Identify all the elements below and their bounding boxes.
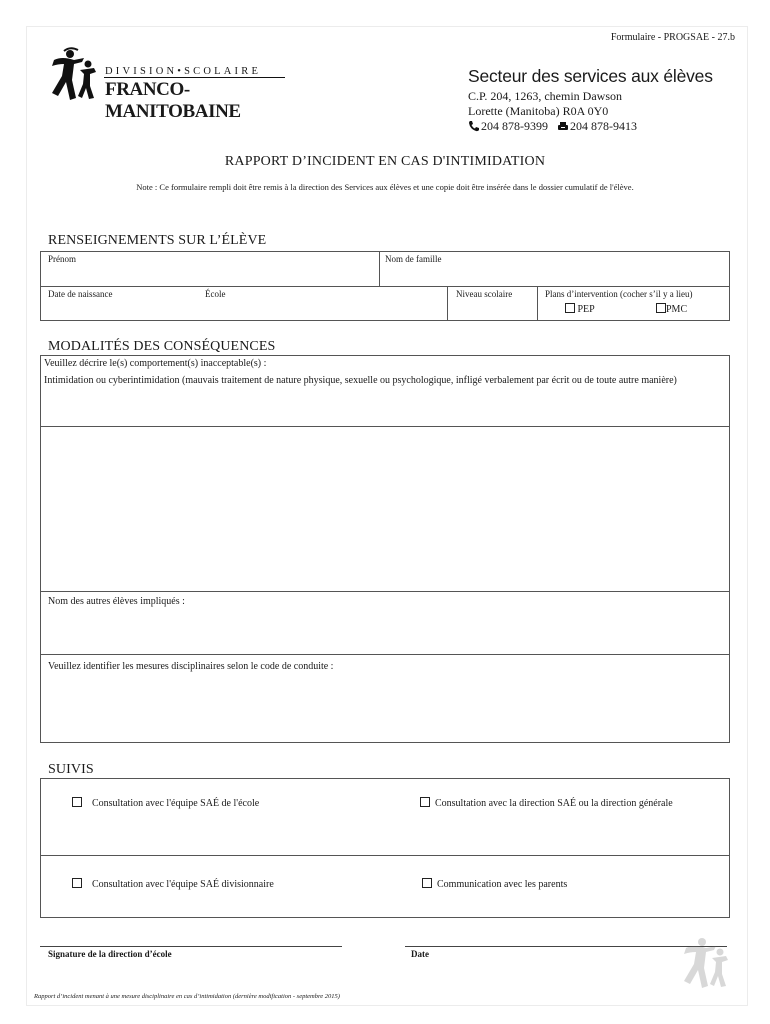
date-label: Date <box>411 949 429 959</box>
followup-checkbox-2[interactable] <box>420 797 430 807</box>
watermark-logo-icon <box>676 934 736 994</box>
consequences-section-title: MODALITÉS DES CONSÉQUENCES <box>48 339 276 354</box>
address-line1: C.P. 204, 1263, chemin Dawson <box>468 89 622 103</box>
student-info-table <box>40 251 730 321</box>
division-logo <box>44 46 294 122</box>
sector-title: Secteur des services aux élèves <box>468 66 713 86</box>
contact-line <box>468 119 637 134</box>
other-students-label: Nom des autres élèves impliqués : <box>48 596 185 607</box>
description-area[interactable] <box>40 426 730 592</box>
first-name-label: Prénom <box>48 254 76 264</box>
logo-name-text: FRANCO-MANITOBAINE <box>105 79 241 122</box>
behavior-description-box[interactable] <box>40 355 730 427</box>
pep-label: PEP <box>577 304 595 315</box>
note-text: Note : Ce formulaire rempli doit être remis à la direction des Services aux élèves et une copie doit être insérée dans le dossier cumulatif de l'élève. <box>136 182 634 192</box>
document-title: RAPPORT D’INCIDENT EN CAS D'INTIMIDATION <box>224 154 546 169</box>
followup-option-4[interactable] <box>422 878 567 891</box>
birth-date-label: Date de naissance <box>48 289 113 299</box>
followup-label-3: Consultation avec l'équipe SAÉ divisionnaire <box>92 879 274 890</box>
pmc-label: PMC <box>666 304 688 315</box>
footer-text: Rapport d’incident menant à une mesure disciplinaire en cas d’intimidation (dernière modification - septembre 2015) <box>34 993 340 1000</box>
describe-detail: Intimidation ou cyberintimidation (mauvais traitement de nature physique, sexuelle ou psychologique, infligé verbalement par écrit ou de toute autre manière) <box>44 375 677 386</box>
fax-icon <box>557 120 569 132</box>
pmc-option[interactable] <box>656 303 687 316</box>
student-section-title: RENSEIGNEMENTS SUR L’ÉLÈVE <box>48 233 267 248</box>
followup-label-1: Consultation avec l'équipe SAÉ de l'école <box>92 798 260 809</box>
followup-label-4: Communication avec les parents <box>437 879 568 890</box>
grade-label: Niveau scolaire <box>456 289 513 299</box>
followup-box <box>40 778 730 918</box>
pep-checkbox[interactable] <box>565 303 575 313</box>
last-name-label: Nom de famille <box>385 254 442 264</box>
phone-number: 204 878-9399 <box>481 119 548 133</box>
plans-label: Plans d’intervention (cocher s’il y a lieu) <box>545 289 693 299</box>
school-label: École <box>205 289 226 299</box>
measures-label: Veuillez identifier les mesures disciplinaires selon le code de conduite : <box>48 661 334 672</box>
pmc-checkbox[interactable] <box>656 303 666 313</box>
followup-section-title: SUIVIS <box>48 762 94 777</box>
disciplinary-measures-box[interactable] <box>40 654 730 743</box>
principal-signature-line[interactable] <box>40 946 342 947</box>
followup-option-1[interactable] <box>72 797 259 810</box>
followup-option-2[interactable] <box>420 797 673 810</box>
describe-label: Veuillez décrire le(s) comportement(s) inacceptable(s) : <box>44 358 267 369</box>
phone-icon <box>468 120 480 132</box>
fax-number: 204 878-9413 <box>570 119 637 133</box>
followup-option-3[interactable] <box>72 878 274 891</box>
followup-checkbox-4[interactable] <box>422 878 432 888</box>
form-id: Formulaire - PROGSAE - 27.b <box>610 32 735 43</box>
principal-signature-label: Signature de la direction d’école <box>48 949 172 959</box>
address-line2: Lorette (Manitoba) R0A 0Y0 <box>468 104 609 118</box>
logo-rule <box>104 77 285 78</box>
followup-label-2: Consultation avec la direction SAÉ ou la direction générale <box>435 798 673 809</box>
children-figures-icon <box>44 46 104 106</box>
logo-division-text: DIVISION•SCOLAIRE <box>105 66 262 77</box>
followup-checkbox-1[interactable] <box>72 797 82 807</box>
pep-option[interactable] <box>565 303 595 316</box>
followup-checkbox-3[interactable] <box>72 878 82 888</box>
other-students-box[interactable] <box>40 591 730 655</box>
